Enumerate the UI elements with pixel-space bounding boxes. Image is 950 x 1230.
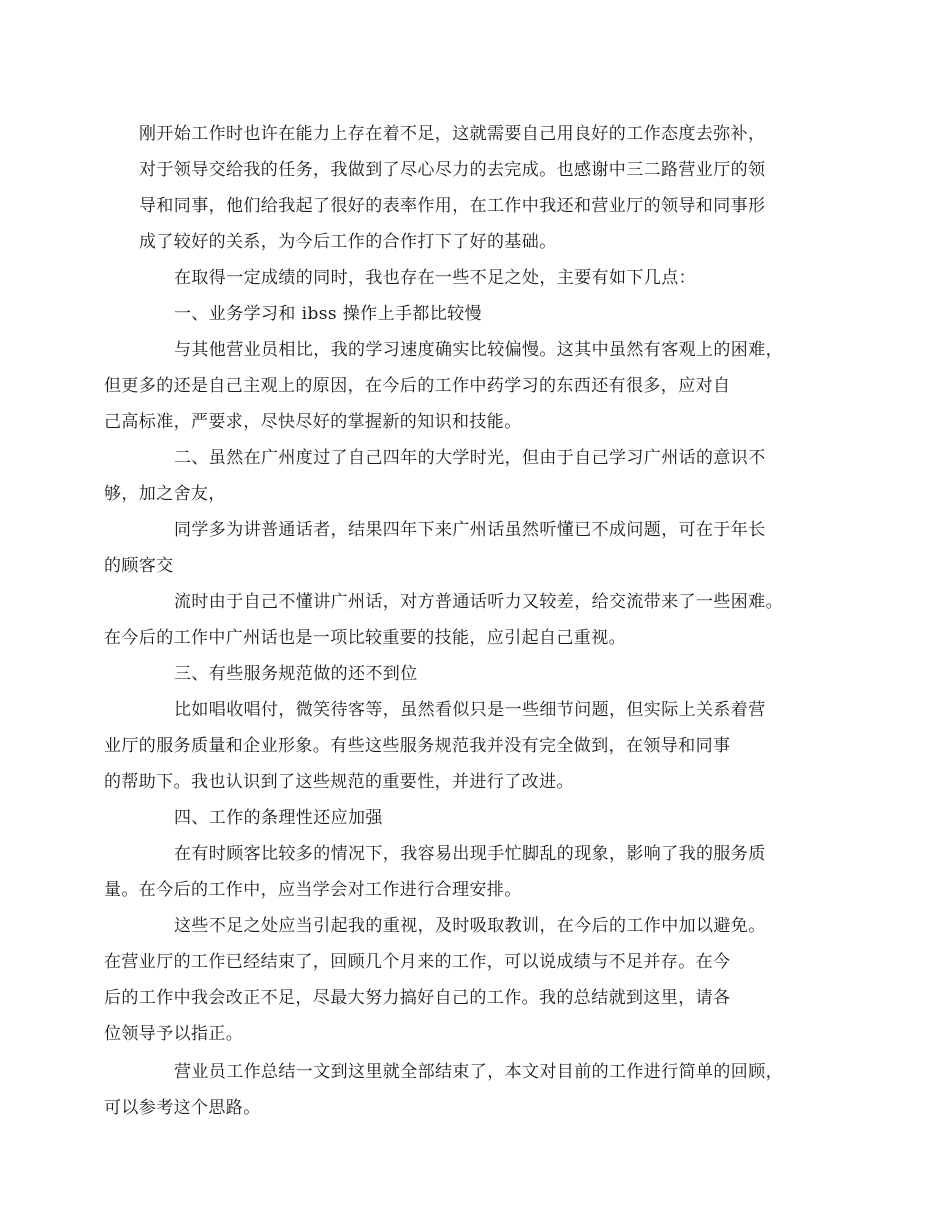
paragraph — [104, 692, 829, 800]
paragraph — [139, 116, 829, 260]
section-heading — [139, 656, 829, 692]
text-line: 的顾客交 — [104, 556, 174, 576]
text-line: 流时由于自己不懂讲广州话，对方普通话听力又较差，给交流带来了一些困难。 — [174, 592, 783, 612]
section-heading — [139, 296, 829, 332]
text-line: 三、有些服务规范做的还不到位 — [174, 664, 418, 684]
text-line: 后的工作中我会改正不足，尽最大努力搞好自己的工作。我的总结就到这里，请各 — [104, 988, 731, 1008]
paragraph — [104, 512, 829, 584]
paragraph — [139, 260, 829, 296]
text-line: 刚开始工作时也许在能力上存在着不足，这就需要自己用良好的工作态度去弥补， — [139, 124, 766, 144]
text-line: 营业员工作总结一文到这里就全部结束了，本文对目前的工作进行简单的回顾， — [174, 1062, 783, 1082]
paragraph — [104, 584, 829, 656]
text-line: 比如唱收唱付，微笑待客等，虽然看似只是一些细节问题，但实际上关系着营 — [174, 700, 766, 720]
section-heading — [139, 800, 829, 836]
text-line: 二、虽然在广州度过了自己四年的大学时光，但由于自己学习广州话的意识不 — [174, 448, 766, 468]
text-line: 这些不足之处应当引起我的重视，及时吸取教训，在今后的工作中加以避免。 — [174, 916, 766, 936]
paragraph — [104, 1054, 829, 1126]
text-line: 在有时顾客比较多的情况下，我容易出现手忙脚乱的现象，影响了我的服务质 — [174, 844, 766, 864]
text-line: 量。在今后的工作中，应当学会对工作进行合理安排。 — [104, 880, 522, 900]
text-line: 在取得一定成绩的同时，我也存在一些不足之处，主要有如下几点： — [174, 268, 696, 288]
text-line: 但更多的还是自己主观上的原因，在今后的工作中药学习的东西还有很多，应对自 — [104, 376, 731, 396]
text-line: 与其他营业员相比，我的学习速度确实比较偏慢。这其中虽然有客观上的困难， — [174, 340, 783, 360]
text-line: 一、业务学习和 ibss 操作上手都比较慢 — [174, 304, 482, 324]
text-line: 够，加之舍友， — [104, 484, 226, 504]
text-line: 的帮助下。我也认识到了这些规范的重要性，并进行了改进。 — [104, 772, 574, 792]
document-body — [104, 116, 829, 1126]
text-line: 业厅的服务质量和企业形象。有些这些服务规范我并没有完全做到，在领导和同事 — [104, 736, 731, 756]
paragraph — [104, 332, 829, 440]
paragraph — [104, 836, 829, 908]
text-line: 己高标准，严要求，尽快尽好的掌握新的知识和技能。 — [104, 412, 522, 432]
text-line: 同学多为讲普通话者，结果四年下来广州话虽然听懂已不成问题，可在于年长 — [174, 520, 766, 540]
paragraph — [104, 908, 829, 1052]
text-line: 成了较好的关系，为今后工作的合作打下了好的基础。 — [139, 232, 557, 252]
text-line: 可以参考这个思路。 — [104, 1098, 261, 1118]
text-line: 位领导予以指正。 — [104, 1024, 244, 1044]
section-heading — [104, 440, 829, 512]
text-line: 对于领导交给我的任务，我做到了尽心尽力的去完成。也感谢中三二路营业厅的领 — [139, 160, 766, 180]
text-line: 导和同事，他们给我起了很好的表率作用，在工作中我还和营业厅的领导和同事形 — [139, 196, 766, 216]
text-line: 在营业厅的工作已经结束了，回顾几个月来的工作，可以说成绩与不足并存。在今 — [104, 952, 731, 972]
text-line: 在今后的工作中广州话也是一项比较重要的技能，应引起自己重视。 — [104, 628, 626, 648]
text-line: 四、工作的条理性还应加强 — [174, 808, 383, 828]
